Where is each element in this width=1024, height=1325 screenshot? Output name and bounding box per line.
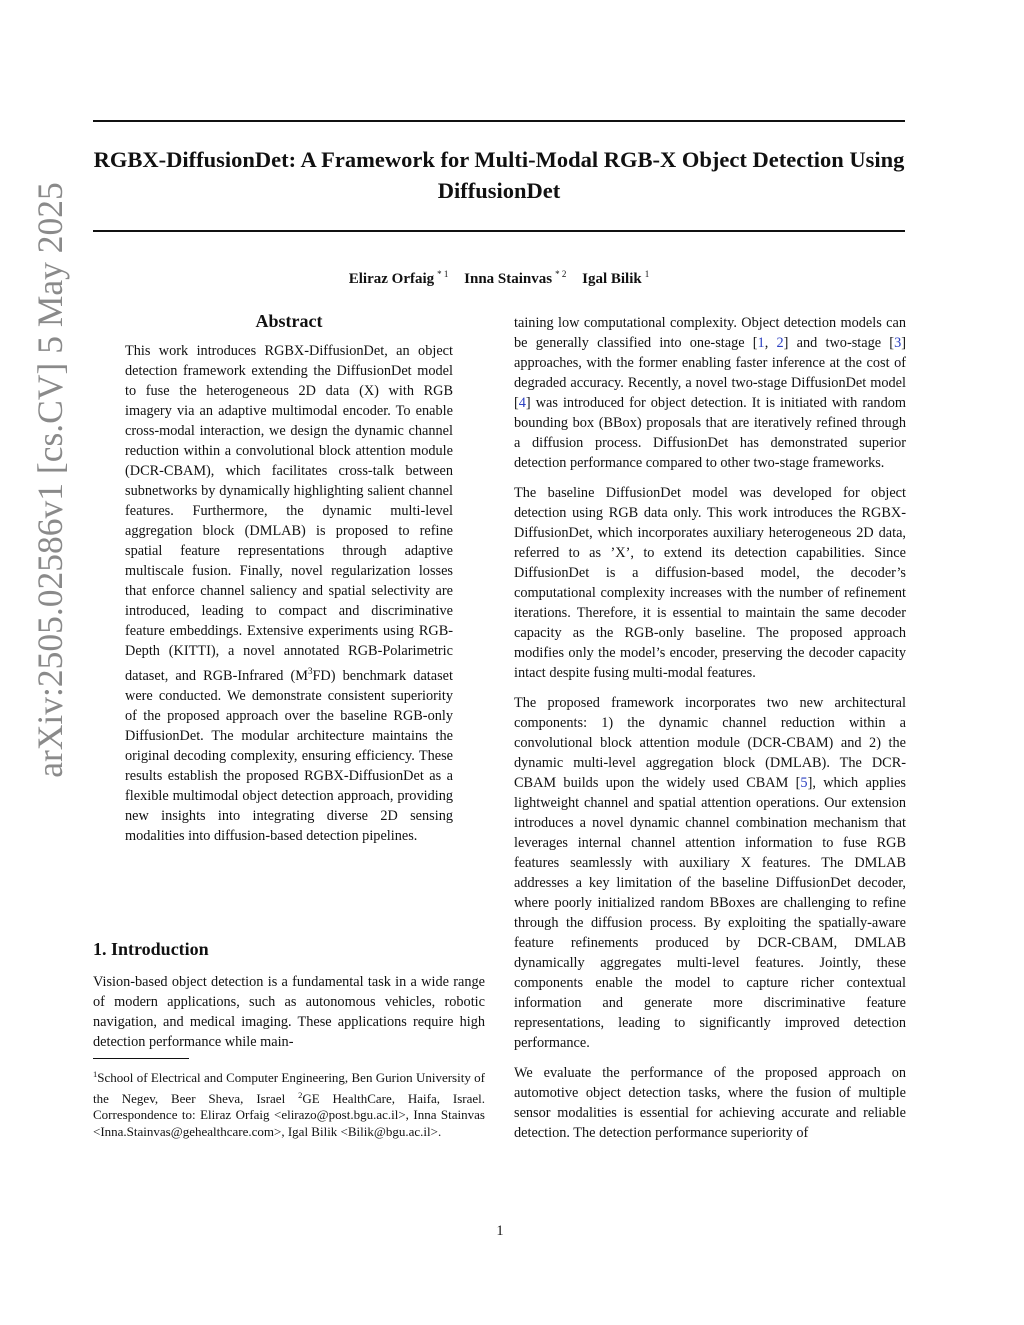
intro-paragraph: We evaluate the performance of the proposed approach on automotive object detection tasks, where the fusion of multiple sensor modalities is essential for achieving accurate and reliable detection. The detection performance superiority of bbox=[514, 1065, 906, 1141]
footnote bbox=[93, 1066, 485, 1140]
right-column bbox=[514, 313, 906, 1143]
intro-paragraph: The baseline DiffusionDet model was developed for object detection using RGB data only. This work introduces the RGBX-DiffusionDet, which incorporates auxiliary heterogeneous 2D data, referred to as ’X’, to extend its detection capabilities. Since DiffusionDet is a diffusion-based model, the decoder’s computational complexity increases with the number of refinement iterations. Therefore, it is essential to maintain the same decoder capacity as the RGB-only baseline. The proposed approach modifies only the model’s encoder, preserving the decoder capacity intact despite fusing multi-modal features. bbox=[514, 485, 906, 681]
citation-link[interactable]: 1 bbox=[757, 335, 765, 351]
author-list bbox=[93, 263, 905, 290]
author-name: Igal Bilik bbox=[582, 271, 642, 287]
abstract-text-part: FD) benchmark dataset were conducted. We demonstrate consistent superiority of the proposed approach over the baseline RGB-only DiffusionDet. The modular architecture maintains the original decoding complexity, ensuring efficiency. These results establish the proposed RGBX-DiffusionDet as a flexible multimodal object detection approach, providing new insights into integrating diverse 2D sensing modalities into diffusion-based detection pipelines. bbox=[125, 668, 453, 844]
title-top-rule bbox=[93, 120, 905, 122]
title-bottom-rule bbox=[93, 230, 905, 232]
author bbox=[582, 271, 649, 287]
citation-link[interactable]: 4 bbox=[518, 395, 526, 411]
citation-link[interactable]: 2 bbox=[776, 335, 784, 351]
footnote-text: GE HealthCare, Haifa, Israel. Correspondence to: Eliraz Orfaig <elirazo@post.bgu.ac.il>, Inna Stainvas <Inna.Stainvas@gehealthcare.com>, Igal Bilik <Bilik@bgu.ac.il>. bbox=[93, 1090, 485, 1139]
arxiv-identifier-sidebar: arXiv:2505.02586v1 [cs.CV] 5 May 2025 bbox=[30, 182, 70, 778]
abstract-heading: Abstract bbox=[255, 311, 323, 331]
intro-paragraph bbox=[514, 313, 906, 473]
footnote-mark: 1 bbox=[93, 1069, 98, 1079]
page-number: 1 bbox=[496, 1223, 504, 1239]
text-run: , bbox=[764, 335, 777, 351]
author-name: Eliraz Orfaig bbox=[348, 271, 435, 287]
author bbox=[349, 271, 449, 287]
section-heading-introduction: 1. Introduction bbox=[93, 939, 209, 959]
author-name: Inna Stainvas bbox=[464, 271, 553, 287]
intro-paragraph bbox=[514, 693, 906, 1053]
text-run: ] and two-stage [ bbox=[783, 335, 895, 351]
abstract-text-part: This work introduces RGBX-DiffusionDet, an object detection framework extending the DiffusionDet model to fuse the heterogeneous 2D data (X) with RGB imagery via an adaptive multimodal encoder. To enable cross-modal interaction, we design the dynamic channel reduction within a convolutional block attention module (DCR-CBAM), which facilitates cross-talk between subnetworks by dynamically highlighting salient channel features. Furthermore, the dynamic multi-level aggregation block (DMLAB) is proposed to refine spatial feature representations through adaptive multiscale fusion. Finally, novel regularization losses that enforce channel saliency and spatial selectivity are introduced, leading to compact and discriminative feature embeddings. Extensive experiments using RGB-Depth (KITTI), a novel annotated RGB-Polarimetric dataset, and RGB-Infrared (M bbox=[125, 343, 453, 684]
footnote-mark: 2 bbox=[298, 1089, 303, 1100]
citation-link[interactable]: 5 bbox=[800, 775, 808, 791]
text-run: taining low computational complexity. Object detection models can be generally classified into one-stage [ bbox=[514, 315, 906, 351]
footnote-rule bbox=[93, 1058, 189, 1059]
text-run: ] approaches, with the former enabling faster inference at the cost of degraded accuracy. Recently, a novel two-stage DiffusionDet model [ bbox=[514, 335, 906, 411]
author-affiliation-mark: * 2 bbox=[555, 269, 567, 279]
text-run: The proposed framework incorporates two new architectural components: 1) the dynamic channel reduction within a convolutional block attention module (DCR-CBAM) and 2) the dynamic multi-level aggregation block (DMLAB). The DCR-CBAM builds upon the widely used CBAM [ bbox=[514, 695, 906, 791]
author bbox=[464, 271, 566, 287]
text-run: ], which applies lightweight channel and spatial attention operations. Our extension introduces a novel dynamic channel combination mechanism that leverages internal channel attention information to fuse RGB features seamlessly with auxiliary X features. The DMLAB addresses a key limitation of the baseline DiffusionDet decoder, where poorly initialized random BBoxes are challenging to refine through the diffusion process. By exploiting the spatially-aware feature refinements produced by DCR-CBAM, DMLAB dynamically aggregates multi-level features. Jointly, these components enable the model to capture richer contextual information and generate more discriminative feature representations, leading to significantly improved detection performance. bbox=[514, 775, 906, 1051]
author-affiliation-mark: 1 bbox=[644, 269, 650, 279]
abstract-superscript: 3 bbox=[307, 666, 313, 676]
intro-paragraph: Vision-based object detection is a fundamental task in a wide range of modern applications, such as autonomous vehicles, robotic navigation, and medical imaging. These applications require high detection performance while main- bbox=[93, 974, 485, 1050]
text-run: ] was introduced for object detection. It is initiated with random bounding box (BBox) proposals that are iteratively refined through a diffusion process. DiffusionDet has demonstrated superior detection performance compared to other two-stage frameworks. bbox=[514, 395, 906, 471]
author-affiliation-mark: * 1 bbox=[437, 269, 449, 279]
citation-link[interactable]: 3 bbox=[894, 335, 902, 351]
footnote-text: School of Electrical and Computer Engineering, Ben Gurion University of the Negev, Beer Sheva, Israel bbox=[93, 1070, 485, 1106]
abstract-text bbox=[125, 341, 453, 846]
paper-title: RGBX-DiffusionDet: A Framework for Multi-Modal RGB-X Object Detection Using DiffusionDet bbox=[93, 147, 905, 203]
